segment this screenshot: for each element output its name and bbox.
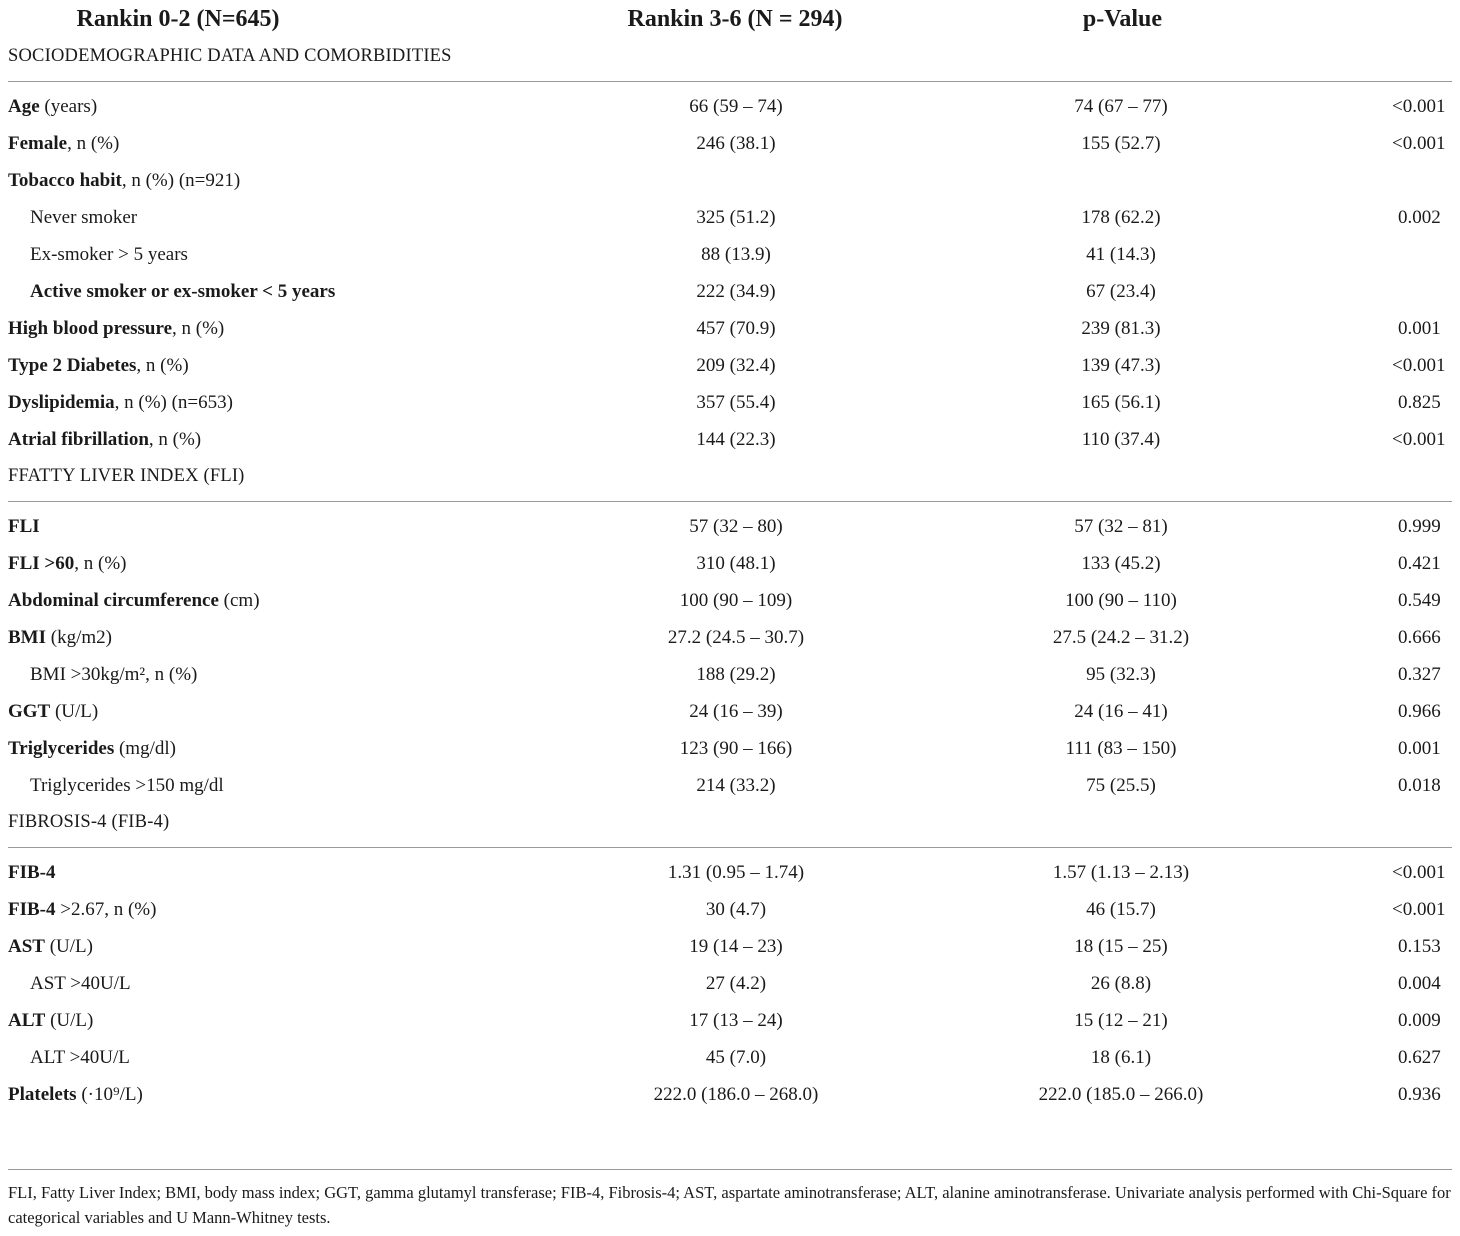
row-label-text: ALT >40U/L bbox=[30, 1047, 130, 1068]
p-value: <0.001 bbox=[1392, 355, 1446, 376]
section-title: FFATTY LIVER INDEX (FLI) bbox=[8, 466, 245, 486]
rankin-0-2-value: 17 (13 – 24) bbox=[689, 1010, 783, 1031]
rankin-3-6-value: 222.0 (185.0 – 266.0) bbox=[1038, 1084, 1204, 1105]
row-label-bold: BMI bbox=[8, 627, 46, 648]
row-label-text: (U/L) bbox=[45, 1010, 94, 1031]
header-p-value: p-Value bbox=[1082, 6, 1163, 32]
rankin-0-2-value: 27.2 (24.5 – 30.7) bbox=[667, 627, 805, 648]
rankin-0-2-value: 19 (14 – 23) bbox=[689, 936, 783, 957]
row-label-text: Ex-smoker > 5 years bbox=[30, 244, 188, 265]
table-row bbox=[0, 421, 1460, 458]
section-rule bbox=[8, 81, 1452, 82]
rankin-3-6-value: 26 (8.8) bbox=[1090, 973, 1152, 994]
rankin-0-2-value: 457 (70.9) bbox=[696, 318, 776, 339]
rankin-0-2-value: 66 (59 – 74) bbox=[689, 96, 783, 117]
rankin-3-6-value: 24 (16 – 41) bbox=[1074, 701, 1168, 722]
rankin-0-2-value: 123 (90 – 166) bbox=[679, 738, 793, 759]
rankin-0-2-value: 88 (13.9) bbox=[701, 244, 771, 265]
row-label bbox=[8, 582, 260, 619]
row-label-text: , n (%) bbox=[74, 553, 127, 574]
table-row bbox=[0, 545, 1460, 582]
table-row bbox=[0, 693, 1460, 730]
row-label-text: Never smoker bbox=[30, 207, 138, 228]
p-value: <0.001 bbox=[1392, 899, 1446, 920]
row-label bbox=[8, 384, 233, 421]
row-label-bold: FIB-4 bbox=[8, 862, 56, 883]
rankin-0-2-value: 222 (34.9) bbox=[696, 281, 776, 302]
table-row bbox=[0, 767, 1460, 804]
rankin-3-6-value: 133 (45.2) bbox=[1081, 553, 1161, 574]
rankin-3-6-value: 165 (56.1) bbox=[1081, 392, 1161, 413]
p-value: 0.327 bbox=[1398, 664, 1441, 685]
rankin-0-2-value: 100 (90 – 109) bbox=[679, 590, 793, 611]
rankin-3-6-value: 75 (25.5) bbox=[1086, 775, 1156, 796]
row-label-bold: Platelets bbox=[8, 1084, 77, 1105]
row-label bbox=[8, 421, 201, 458]
row-label-bold: Atrial fibrillation bbox=[8, 429, 149, 450]
row-label-bold: Active smoker or ex-smoker < 5 years bbox=[30, 281, 336, 302]
table-bottom-rule bbox=[8, 1169, 1452, 1170]
p-value: <0.001 bbox=[1392, 429, 1446, 450]
row-label-text: (years) bbox=[39, 96, 98, 117]
p-value: 0.001 bbox=[1398, 738, 1441, 759]
row-label-bold: Tobacco habit bbox=[8, 170, 122, 191]
p-value: 0.421 bbox=[1398, 553, 1441, 574]
p-value: 0.966 bbox=[1398, 701, 1441, 722]
p-value: <0.001 bbox=[1392, 96, 1446, 117]
p-value: 0.004 bbox=[1398, 973, 1441, 994]
table-row bbox=[0, 1039, 1460, 1076]
row-label-text: (mg/dl) bbox=[114, 738, 176, 759]
row-label bbox=[30, 273, 335, 310]
row-label-bold: GGT bbox=[8, 701, 51, 722]
rankin-0-2-value: 1.31 (0.95 – 1.74) bbox=[667, 862, 805, 883]
row-label-text: (U/L) bbox=[44, 936, 93, 957]
row-label bbox=[8, 730, 176, 767]
row-label-text: (U/L) bbox=[50, 701, 99, 722]
section-rule bbox=[8, 847, 1452, 848]
rankin-3-6-value: 239 (81.3) bbox=[1081, 318, 1161, 339]
table-row bbox=[0, 1076, 1460, 1148]
rankin-0-2-value: 222.0 (186.0 – 268.0) bbox=[653, 1084, 819, 1105]
p-value: <0.001 bbox=[1392, 862, 1446, 883]
row-label bbox=[8, 1002, 93, 1039]
rankin-3-6-value: 155 (52.7) bbox=[1081, 133, 1161, 154]
row-label-bold: Abdominal circumference bbox=[8, 590, 219, 611]
row-label-text: (kg/m2) bbox=[46, 627, 112, 648]
row-label bbox=[8, 545, 126, 582]
row-label bbox=[8, 928, 93, 965]
table-row bbox=[0, 656, 1460, 693]
row-label bbox=[30, 199, 137, 236]
table-row bbox=[0, 384, 1460, 421]
p-value: 0.825 bbox=[1398, 392, 1441, 413]
rankin-0-2-value: 24 (16 – 39) bbox=[689, 701, 783, 722]
rankin-0-2-value: 57 (32 – 80) bbox=[689, 516, 783, 537]
rankin-3-6-value: 139 (47.3) bbox=[1081, 355, 1161, 376]
row-label bbox=[30, 965, 131, 1002]
row-label-bold: Age bbox=[8, 96, 40, 117]
section-rule bbox=[8, 501, 1452, 502]
table-row bbox=[0, 928, 1460, 965]
row-label-text: Triglycerides >150 mg/dl bbox=[30, 775, 224, 796]
row-label bbox=[30, 1039, 130, 1076]
p-value: 0.018 bbox=[1398, 775, 1441, 796]
rankin-3-6-value: 95 (32.3) bbox=[1086, 664, 1156, 685]
row-label-bold: Type 2 Diabetes bbox=[8, 355, 137, 376]
table-body bbox=[0, 38, 1460, 1148]
row-label-text: , n (%) (n=653) bbox=[114, 392, 233, 413]
table-row bbox=[0, 891, 1460, 928]
row-label-bold: FLI bbox=[8, 516, 40, 537]
row-label-bold: Dyslipidemia bbox=[8, 392, 115, 413]
section-title: SOCIODEMOGRAPHIC DATA AND COMORBIDITIES bbox=[8, 46, 452, 66]
row-label bbox=[8, 891, 156, 928]
row-label bbox=[8, 1076, 143, 1113]
table-row bbox=[0, 310, 1460, 347]
row-label-text: , n (%) bbox=[148, 429, 202, 450]
rankin-0-2-value: 214 (33.2) bbox=[696, 775, 776, 796]
rankin-3-6-value: 18 (15 – 25) bbox=[1074, 936, 1168, 957]
table-row bbox=[0, 88, 1460, 125]
table-row bbox=[0, 730, 1460, 767]
rankin-0-2-value: 45 (7.0) bbox=[705, 1047, 767, 1068]
p-value: 0.999 bbox=[1398, 516, 1441, 537]
rankin-0-2-value: 310 (48.1) bbox=[696, 553, 776, 574]
row-label bbox=[30, 767, 224, 804]
table-row bbox=[0, 125, 1460, 162]
row-label-text: (cm) bbox=[218, 590, 260, 611]
p-value: 0.002 bbox=[1398, 207, 1441, 228]
p-value: 0.009 bbox=[1398, 1010, 1441, 1031]
rankin-3-6-value: 178 (62.2) bbox=[1081, 207, 1161, 228]
table-row bbox=[0, 582, 1460, 619]
row-label bbox=[8, 508, 40, 545]
row-label-text: , n (%) (n=921) bbox=[121, 170, 241, 191]
rankin-3-6-value: 74 (67 – 77) bbox=[1074, 96, 1168, 117]
rankin-3-6-value: 57 (32 – 81) bbox=[1074, 516, 1168, 537]
rankin-0-2-value: 246 (38.1) bbox=[696, 133, 776, 154]
row-label-text: , n (%) bbox=[172, 318, 225, 339]
row-label-bold: High blood pressure bbox=[8, 318, 173, 339]
table-row bbox=[0, 199, 1460, 236]
rankin-3-6-value: 111 (83 – 150) bbox=[1065, 738, 1177, 759]
row-label-text: , n (%) bbox=[136, 355, 189, 376]
rankin-0-2-value: 27 (4.2) bbox=[705, 973, 767, 994]
row-label-text: BMI >30kg/m², n (%) bbox=[30, 664, 198, 685]
table-row bbox=[0, 273, 1460, 310]
row-label-bold: ALT bbox=[8, 1010, 46, 1031]
p-value: <0.001 bbox=[1392, 133, 1446, 154]
table-row bbox=[0, 1002, 1460, 1039]
rankin-3-6-value: 46 (15.7) bbox=[1086, 899, 1156, 920]
table-row bbox=[0, 347, 1460, 384]
row-label-text: (·10⁹/L) bbox=[76, 1084, 143, 1105]
p-value: 0.627 bbox=[1398, 1047, 1441, 1068]
row-label bbox=[8, 693, 98, 730]
rankin-3-6-value: 110 (37.4) bbox=[1081, 429, 1161, 450]
p-value: 0.666 bbox=[1398, 627, 1441, 648]
row-label-text: , n (%) bbox=[67, 133, 120, 154]
table-row bbox=[0, 508, 1460, 545]
p-value: 0.549 bbox=[1398, 590, 1441, 611]
row-label bbox=[8, 347, 189, 384]
row-label bbox=[8, 619, 112, 656]
rankin-0-2-value: 325 (51.2) bbox=[696, 207, 776, 228]
row-label-text: >2.67, n (%) bbox=[55, 899, 157, 920]
row-label-bold: AST bbox=[8, 936, 45, 957]
row-label-text: AST >40U/L bbox=[30, 973, 131, 994]
row-label bbox=[30, 656, 197, 693]
row-label-bold: FIB-4 bbox=[8, 899, 56, 920]
table-row bbox=[0, 236, 1460, 273]
table-row bbox=[0, 854, 1460, 891]
rankin-3-6-value: 1.57 (1.13 – 2.13) bbox=[1052, 862, 1190, 883]
section-title: FIBROSIS-4 (FIB-4) bbox=[8, 812, 170, 832]
row-label-bold: Female bbox=[8, 133, 68, 154]
rankin-0-2-value: 188 (29.2) bbox=[696, 664, 776, 685]
rankin-3-6-value: 67 (23.4) bbox=[1086, 281, 1156, 302]
rankin-0-2-value: 144 (22.3) bbox=[696, 429, 776, 450]
row-label-bold: FLI >60 bbox=[8, 553, 75, 574]
header-rankin-3-6: Rankin 3-6 (N = 294) bbox=[627, 6, 843, 32]
table-row bbox=[0, 619, 1460, 656]
row-label-bold: Triglycerides bbox=[8, 738, 115, 759]
p-value: 0.153 bbox=[1398, 936, 1441, 957]
rankin-3-6-value: 15 (12 – 21) bbox=[1074, 1010, 1168, 1031]
table-row bbox=[0, 162, 1460, 199]
row-label bbox=[8, 162, 240, 199]
row-label bbox=[30, 236, 188, 273]
row-label bbox=[8, 125, 119, 162]
rankin-0-2-value: 357 (55.4) bbox=[696, 392, 776, 413]
p-value: 0.001 bbox=[1398, 318, 1441, 339]
rankin-0-2-value: 209 (32.4) bbox=[696, 355, 776, 376]
row-label bbox=[8, 88, 97, 125]
rankin-3-6-value: 18 (6.1) bbox=[1090, 1047, 1152, 1068]
rankin-3-6-value: 27.5 (24.2 – 31.2) bbox=[1052, 627, 1190, 648]
rankin-3-6-value: 41 (14.3) bbox=[1086, 244, 1156, 265]
p-value: 0.936 bbox=[1398, 1084, 1441, 1105]
row-label bbox=[8, 854, 56, 891]
header-rankin-0-2: Rankin 0-2 (N=645) bbox=[76, 6, 280, 32]
rankin-0-2-value: 30 (4.7) bbox=[705, 899, 767, 920]
table-row bbox=[0, 965, 1460, 1002]
row-label bbox=[8, 310, 224, 347]
table-footnote: FLI, Fatty Liver Index; BMI, body mass index; GGT, gamma glutamyl transferase; FIB-4, Fibrosis-4; AST, aspartate aminotransferase; ALT, alanine aminotransferase. Univariate analysis performed with Chi-Square for categorical variables and U Mann-Whitney tests. bbox=[8, 1183, 1451, 1227]
rankin-3-6-value: 100 (90 – 110) bbox=[1065, 590, 1177, 611]
